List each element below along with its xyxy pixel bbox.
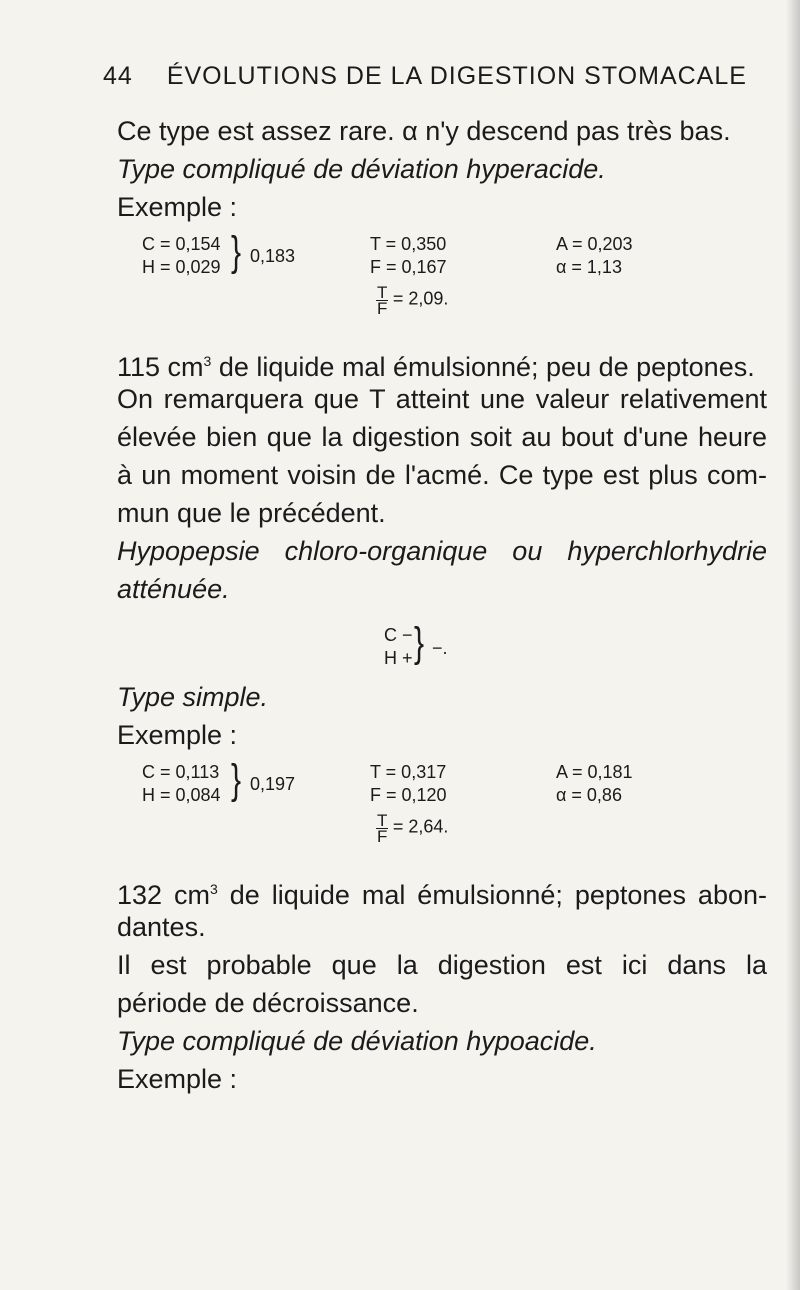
paragraph-line: Il est probable que la digestion est ici dans la [117, 950, 767, 980]
formula-c: C = 0,113 [142, 762, 220, 782]
formula-alpha: α = 1,13 [556, 257, 622, 277]
subtitle-simple: Type simple. [117, 682, 269, 712]
paragraph-line: de liquide mal émulsionné; peptones abon- [217, 880, 767, 910]
paragraph-line: On remarquera que T atteint une valeur relativement [117, 384, 767, 414]
sign-formula-result: −. [432, 638, 448, 658]
formula-c: C = 0,154 [142, 234, 221, 254]
subtitle-hyperacide: Type compliqué de déviation hyperacide. [117, 154, 606, 184]
paragraph-line: de liquide mal émulsionné; peu de peptones. [211, 352, 755, 382]
paragraph-line: dantes. [117, 912, 206, 942]
volume-unit-exponent: 3 [203, 353, 212, 369]
ratio-numerator: T [377, 811, 388, 830]
volume-value: 115 cm [117, 352, 204, 382]
brace-symbol: } [231, 229, 242, 276]
formula-t: T = 0,350 [370, 234, 447, 254]
section-title-line1: Hypopepsie chloro-organique ou hyperchlorhydrie [117, 536, 767, 566]
ratio-denominator: F [377, 827, 388, 846]
ratio-tf [376, 285, 448, 316]
formula-f: F = 0,167 [370, 257, 447, 277]
paragraph-line: mun que le précédent. [117, 498, 386, 528]
page-number: 44 [103, 62, 133, 90]
formula-sum: 0,183 [250, 246, 296, 266]
ratio-numerator: T [377, 283, 388, 302]
volume-value: 132 cm [117, 880, 211, 910]
formula-a: A = 0,203 [556, 234, 633, 254]
formula-f: F = 0,120 [370, 785, 447, 805]
ratio-denominator: F [377, 299, 388, 318]
ratio-value: = 2,64. [392, 816, 449, 837]
sign-formula-c: C − [384, 625, 413, 645]
example-label-2: Exemple : [117, 720, 238, 750]
brace-symbol: } [414, 620, 425, 667]
sign-formula-h: H + [384, 648, 413, 668]
subtitle-hypoacide: Type compliqué de déviation hypoacide. [117, 1026, 597, 1056]
running-title: ÉVOLUTIONS DE LA DIGESTION STOMACALE [166, 62, 747, 90]
page-edge-shadow [786, 0, 800, 1290]
formula-t: T = 0,317 [370, 762, 447, 782]
brace-symbol: } [231, 757, 242, 804]
ratio-value: = 2,09. [392, 288, 449, 309]
ratio-tf [376, 813, 448, 844]
example-label-1: Exemple : [117, 192, 238, 222]
intro-line: Ce type est assez rare. α n'y descend pas très bas. [117, 116, 731, 146]
volume-unit-exponent: 3 [210, 881, 218, 897]
formula-h: H = 0,084 [142, 785, 221, 805]
section-title-line2: atténuée. [117, 574, 230, 604]
paragraph-line: période de décroissance. [117, 988, 419, 1018]
paragraph-line: à un moment voisin de l'acmé. Ce type est plus com- [117, 460, 767, 490]
formula-alpha: α = 0,86 [556, 785, 622, 805]
formula-sum: 0,197 [250, 774, 296, 794]
formula-a: A = 0,181 [556, 762, 633, 782]
example-label-3: Exemple : [117, 1064, 238, 1094]
paragraph-line: élevée bien que la digestion soit au bout d'une heure [117, 422, 767, 452]
running-header [103, 62, 747, 91]
formula-h: H = 0,029 [142, 257, 221, 277]
